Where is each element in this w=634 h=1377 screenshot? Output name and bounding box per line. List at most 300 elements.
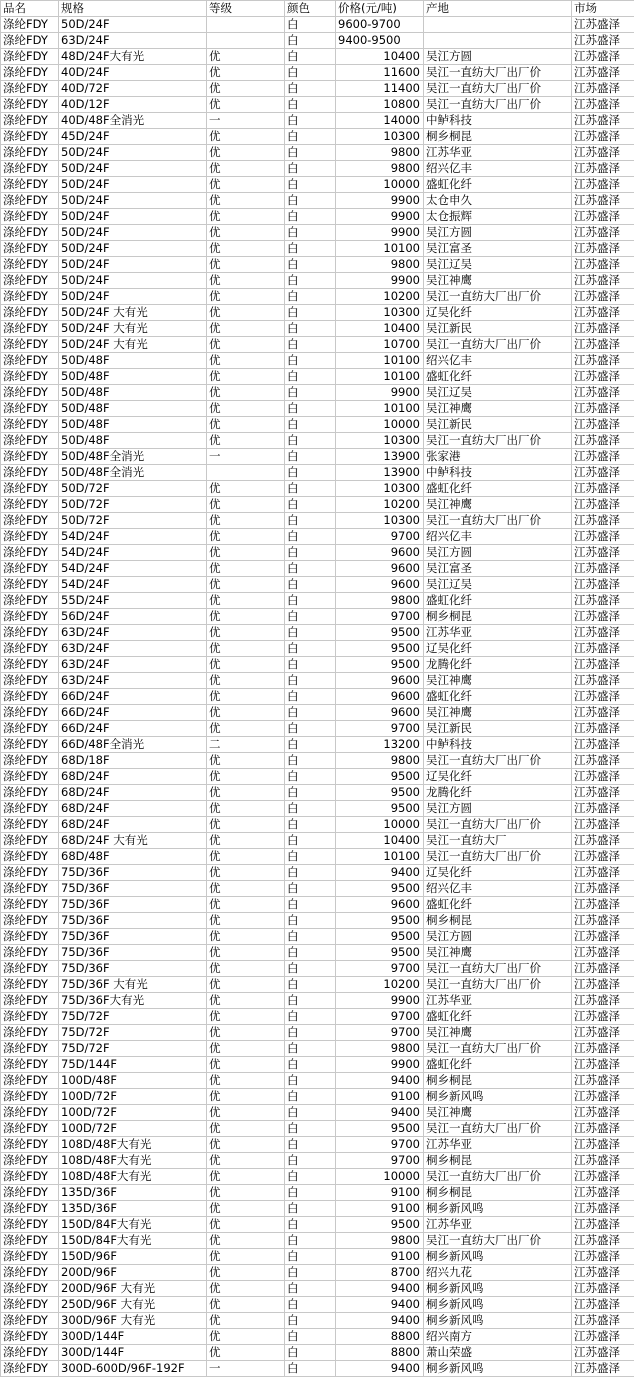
cell-color[interactable]: 白: [285, 913, 336, 929]
cell-price[interactable]: 8800: [336, 1329, 424, 1345]
cell-color[interactable]: 白: [285, 209, 336, 225]
cell-product-name[interactable]: 涤纶FDY: [1, 737, 59, 753]
cell-price[interactable]: 9400: [336, 865, 424, 881]
cell-market[interactable]: 江苏盛泽: [572, 289, 634, 305]
cell-color[interactable]: 白: [285, 1025, 336, 1041]
cell-color[interactable]: 白: [285, 1313, 336, 1329]
cell-color[interactable]: 白: [285, 289, 336, 305]
cell-spec[interactable]: 66D/48F全消光: [59, 737, 207, 753]
cell-origin[interactable]: 吴江神鹰: [424, 705, 572, 721]
cell-color[interactable]: 白: [285, 609, 336, 625]
cell-grade[interactable]: 优: [207, 305, 285, 321]
cell-spec[interactable]: 50D/24F: [59, 161, 207, 177]
cell-color[interactable]: 白: [285, 1297, 336, 1313]
cell-grade[interactable]: 优: [207, 545, 285, 561]
cell-grade[interactable]: 优: [207, 721, 285, 737]
cell-origin[interactable]: 辽吴化纤: [424, 305, 572, 321]
cell-spec[interactable]: 50D/48F: [59, 433, 207, 449]
cell-spec[interactable]: 108D/48F大有光: [59, 1169, 207, 1185]
cell-market[interactable]: 江苏盛泽: [572, 545, 634, 561]
cell-price[interactable]: 10300: [336, 481, 424, 497]
cell-color[interactable]: 白: [285, 1057, 336, 1073]
cell-color[interactable]: 白: [285, 161, 336, 177]
cell-grade[interactable]: [207, 17, 285, 33]
cell-product-name[interactable]: 涤纶FDY: [1, 529, 59, 545]
cell-market[interactable]: 江苏盛泽: [572, 113, 634, 129]
cell-color[interactable]: 白: [285, 833, 336, 849]
cell-origin[interactable]: 辽吴化纤: [424, 865, 572, 881]
cell-color[interactable]: 白: [285, 769, 336, 785]
cell-price[interactable]: 9600: [336, 705, 424, 721]
cell-product-name[interactable]: 涤纶FDY: [1, 769, 59, 785]
cell-color[interactable]: 白: [285, 257, 336, 273]
cell-product-name[interactable]: 涤纶FDY: [1, 1313, 59, 1329]
cell-market[interactable]: 江苏盛泽: [572, 769, 634, 785]
cell-product-name[interactable]: 涤纶FDY: [1, 113, 59, 129]
cell-price[interactable]: 9700: [336, 961, 424, 977]
cell-market[interactable]: 江苏盛泽: [572, 865, 634, 881]
cell-product-name[interactable]: 涤纶FDY: [1, 33, 59, 49]
cell-price[interactable]: 9500: [336, 657, 424, 673]
cell-origin[interactable]: 桐乡新风鸣: [424, 1249, 572, 1265]
cell-market[interactable]: 江苏盛泽: [572, 417, 634, 433]
cell-grade[interactable]: 优: [207, 369, 285, 385]
cell-grade[interactable]: 优: [207, 225, 285, 241]
cell-price[interactable]: 8700: [336, 1265, 424, 1281]
cell-origin[interactable]: 辽吴化纤: [424, 641, 572, 657]
cell-price[interactable]: 9900: [336, 993, 424, 1009]
cell-color[interactable]: 白: [285, 961, 336, 977]
cell-price[interactable]: 10100: [336, 353, 424, 369]
cell-price[interactable]: 9700: [336, 1137, 424, 1153]
cell-market[interactable]: 江苏盛泽: [572, 209, 634, 225]
cell-price[interactable]: 10100: [336, 401, 424, 417]
cell-market[interactable]: 江苏盛泽: [572, 1105, 634, 1121]
cell-color[interactable]: 白: [285, 737, 336, 753]
cell-color[interactable]: 白: [285, 241, 336, 257]
cell-grade[interactable]: 优: [207, 1153, 285, 1169]
cell-color[interactable]: 白: [285, 1105, 336, 1121]
cell-color[interactable]: 白: [285, 1153, 336, 1169]
cell-color[interactable]: 白: [285, 65, 336, 81]
cell-color[interactable]: 白: [285, 625, 336, 641]
cell-color[interactable]: 白: [285, 1169, 336, 1185]
cell-grade[interactable]: 优: [207, 673, 285, 689]
cell-spec[interactable]: 68D/24F: [59, 785, 207, 801]
cell-price[interactable]: 9700: [336, 609, 424, 625]
cell-grade[interactable]: 优: [207, 929, 285, 945]
cell-product-name[interactable]: 涤纶FDY: [1, 481, 59, 497]
cell-product-name[interactable]: 涤纶FDY: [1, 833, 59, 849]
cell-origin[interactable]: 中鲈科技: [424, 465, 572, 481]
cell-spec[interactable]: 300D/96F 大有光: [59, 1313, 207, 1329]
header-market[interactable]: 市场: [572, 1, 634, 17]
cell-product-name[interactable]: 涤纶FDY: [1, 577, 59, 593]
cell-market[interactable]: 江苏盛泽: [572, 33, 634, 49]
cell-spec[interactable]: 50D/24F: [59, 17, 207, 33]
cell-market[interactable]: 江苏盛泽: [572, 1169, 634, 1185]
cell-grade[interactable]: [207, 465, 285, 481]
cell-price[interactable]: 13200: [336, 737, 424, 753]
cell-color[interactable]: 白: [285, 1233, 336, 1249]
cell-market[interactable]: 江苏盛泽: [572, 513, 634, 529]
cell-origin[interactable]: 桐乡桐昆: [424, 609, 572, 625]
cell-price[interactable]: 10400: [336, 49, 424, 65]
cell-product-name[interactable]: 涤纶FDY: [1, 1009, 59, 1025]
cell-grade[interactable]: 优: [207, 81, 285, 97]
cell-grade[interactable]: 优: [207, 785, 285, 801]
cell-grade[interactable]: 优: [207, 1313, 285, 1329]
cell-origin[interactable]: 盛虹化纤: [424, 369, 572, 385]
cell-grade[interactable]: 优: [207, 945, 285, 961]
cell-color[interactable]: 白: [285, 305, 336, 321]
cell-market[interactable]: 江苏盛泽: [572, 929, 634, 945]
cell-origin[interactable]: 吴江辽吴: [424, 385, 572, 401]
cell-spec[interactable]: 100D/72F: [59, 1089, 207, 1105]
cell-market[interactable]: 江苏盛泽: [572, 129, 634, 145]
cell-origin[interactable]: 盛虹化纤: [424, 897, 572, 913]
cell-spec[interactable]: 54D/24F: [59, 577, 207, 593]
cell-price[interactable]: 9800: [336, 753, 424, 769]
cell-price[interactable]: 10100: [336, 849, 424, 865]
cell-market[interactable]: 江苏盛泽: [572, 881, 634, 897]
cell-spec[interactable]: 75D/36F: [59, 897, 207, 913]
cell-spec[interactable]: 54D/24F: [59, 545, 207, 561]
cell-origin[interactable]: 桐乡新风鸣: [424, 1201, 572, 1217]
cell-market[interactable]: 江苏盛泽: [572, 145, 634, 161]
cell-price[interactable]: 10000: [336, 417, 424, 433]
cell-color[interactable]: 白: [285, 881, 336, 897]
cell-spec[interactable]: 50D/24F: [59, 257, 207, 273]
cell-product-name[interactable]: 涤纶FDY: [1, 1057, 59, 1073]
cell-market[interactable]: 江苏盛泽: [572, 465, 634, 481]
cell-spec[interactable]: 300D-600D/96F-192F: [59, 1361, 207, 1377]
cell-spec[interactable]: 75D/72F: [59, 1009, 207, 1025]
cell-color[interactable]: 白: [285, 977, 336, 993]
cell-spec[interactable]: 50D/48F: [59, 417, 207, 433]
cell-market[interactable]: 江苏盛泽: [572, 1089, 634, 1105]
cell-color[interactable]: 白: [285, 497, 336, 513]
cell-product-name[interactable]: 涤纶FDY: [1, 897, 59, 913]
cell-product-name[interactable]: 涤纶FDY: [1, 401, 59, 417]
cell-market[interactable]: 江苏盛泽: [572, 385, 634, 401]
cell-price[interactable]: 9400: [336, 1281, 424, 1297]
cell-spec[interactable]: 48D/24F大有光: [59, 49, 207, 65]
header-product-name[interactable]: 品名: [1, 1, 59, 17]
cell-origin[interactable]: 吴江一直纺大厂出厂价: [424, 977, 572, 993]
cell-origin[interactable]: 桐乡新风鸣: [424, 1281, 572, 1297]
cell-grade[interactable]: 优: [207, 801, 285, 817]
cell-product-name[interactable]: 涤纶FDY: [1, 657, 59, 673]
cell-market[interactable]: 江苏盛泽: [572, 1057, 634, 1073]
cell-product-name[interactable]: 涤纶FDY: [1, 337, 59, 353]
cell-product-name[interactable]: 涤纶FDY: [1, 1025, 59, 1041]
cell-origin[interactable]: 吴江一直纺大厂出厂价: [424, 961, 572, 977]
cell-market[interactable]: 江苏盛泽: [572, 401, 634, 417]
cell-market[interactable]: 江苏盛泽: [572, 97, 634, 113]
cell-origin[interactable]: 盛虹化纤: [424, 1057, 572, 1073]
cell-color[interactable]: 白: [285, 401, 336, 417]
cell-spec[interactable]: 66D/24F: [59, 689, 207, 705]
cell-product-name[interactable]: 涤纶FDY: [1, 209, 59, 225]
cell-origin[interactable]: 太仓申久: [424, 193, 572, 209]
cell-price[interactable]: 9900: [336, 1057, 424, 1073]
cell-spec[interactable]: 75D/36F: [59, 945, 207, 961]
cell-color[interactable]: 白: [285, 593, 336, 609]
cell-spec[interactable]: 40D/48F全消光: [59, 113, 207, 129]
cell-price[interactable]: 10300: [336, 433, 424, 449]
cell-spec[interactable]: 50D/24F: [59, 145, 207, 161]
cell-market[interactable]: 江苏盛泽: [572, 1009, 634, 1025]
cell-price[interactable]: 9800: [336, 1233, 424, 1249]
cell-market[interactable]: 江苏盛泽: [572, 1249, 634, 1265]
cell-grade[interactable]: 优: [207, 161, 285, 177]
cell-grade[interactable]: 优: [207, 433, 285, 449]
cell-price[interactable]: 9500: [336, 881, 424, 897]
cell-market[interactable]: 江苏盛泽: [572, 1121, 634, 1137]
cell-grade[interactable]: 优: [207, 1233, 285, 1249]
cell-spec[interactable]: 108D/48F大有光: [59, 1153, 207, 1169]
cell-market[interactable]: 江苏盛泽: [572, 849, 634, 865]
cell-spec[interactable]: 54D/24F: [59, 529, 207, 545]
cell-origin[interactable]: 吴江一直纺大厂出厂价: [424, 337, 572, 353]
cell-spec[interactable]: 150D/84F大有光: [59, 1233, 207, 1249]
cell-origin[interactable]: 吴江方圆: [424, 929, 572, 945]
cell-market[interactable]: 江苏盛泽: [572, 657, 634, 673]
cell-color[interactable]: 白: [285, 545, 336, 561]
cell-origin[interactable]: 桐乡桐昆: [424, 129, 572, 145]
cell-origin[interactable]: 吴江一直纺大厂出厂价: [424, 65, 572, 81]
cell-grade[interactable]: 优: [207, 1249, 285, 1265]
cell-origin[interactable]: 桐乡桐昆: [424, 1153, 572, 1169]
cell-color[interactable]: 白: [285, 17, 336, 33]
cell-spec[interactable]: 50D/24F: [59, 241, 207, 257]
cell-grade[interactable]: 优: [207, 177, 285, 193]
cell-color[interactable]: 白: [285, 321, 336, 337]
cell-market[interactable]: 江苏盛泽: [572, 449, 634, 465]
cell-grade[interactable]: 优: [207, 865, 285, 881]
cell-grade[interactable]: 优: [207, 625, 285, 641]
cell-market[interactable]: 江苏盛泽: [572, 1265, 634, 1281]
cell-color[interactable]: 白: [285, 1281, 336, 1297]
cell-origin[interactable]: 吴江神鹰: [424, 497, 572, 513]
cell-origin[interactable]: 中鲈科技: [424, 737, 572, 753]
cell-color[interactable]: 白: [285, 929, 336, 945]
cell-product-name[interactable]: 涤纶FDY: [1, 161, 59, 177]
cell-color[interactable]: 白: [285, 1041, 336, 1057]
cell-price[interactable]: 9600: [336, 673, 424, 689]
cell-product-name[interactable]: 涤纶FDY: [1, 145, 59, 161]
cell-grade[interactable]: 优: [207, 753, 285, 769]
cell-grade[interactable]: 优: [207, 897, 285, 913]
cell-price[interactable]: 10300: [336, 305, 424, 321]
cell-origin[interactable]: 吴江神鹰: [424, 673, 572, 689]
cell-grade[interactable]: 优: [207, 1297, 285, 1313]
cell-market[interactable]: 江苏盛泽: [572, 161, 634, 177]
cell-grade[interactable]: 优: [207, 1217, 285, 1233]
cell-origin[interactable]: 吴江辽吴: [424, 257, 572, 273]
cell-spec[interactable]: 50D/24F 大有光: [59, 337, 207, 353]
cell-grade[interactable]: 优: [207, 1185, 285, 1201]
cell-origin[interactable]: 吴江一直纺大厂出厂价: [424, 289, 572, 305]
cell-market[interactable]: 江苏盛泽: [572, 689, 634, 705]
cell-product-name[interactable]: 涤纶FDY: [1, 417, 59, 433]
cell-color[interactable]: 白: [285, 225, 336, 241]
cell-spec[interactable]: 75D/36F: [59, 881, 207, 897]
cell-spec[interactable]: 135D/36F: [59, 1201, 207, 1217]
cell-origin[interactable]: 盛虹化纤: [424, 689, 572, 705]
cell-product-name[interactable]: 涤纶FDY: [1, 1281, 59, 1297]
cell-origin[interactable]: 吴江方圆: [424, 801, 572, 817]
cell-origin[interactable]: 吴江神鹰: [424, 945, 572, 961]
cell-product-name[interactable]: 涤纶FDY: [1, 1329, 59, 1345]
cell-origin[interactable]: 吴江一直纺大厂出厂价: [424, 849, 572, 865]
cell-price[interactable]: 9400: [336, 1313, 424, 1329]
cell-origin[interactable]: 江苏华亚: [424, 1217, 572, 1233]
cell-grade[interactable]: 优: [207, 353, 285, 369]
cell-spec[interactable]: 66D/24F: [59, 721, 207, 737]
cell-spec[interactable]: 55D/24F: [59, 593, 207, 609]
cell-origin[interactable]: 吴江富圣: [424, 241, 572, 257]
cell-market[interactable]: 江苏盛泽: [572, 817, 634, 833]
cell-product-name[interactable]: 涤纶FDY: [1, 929, 59, 945]
cell-market[interactable]: 江苏盛泽: [572, 369, 634, 385]
cell-market[interactable]: 江苏盛泽: [572, 257, 634, 273]
cell-grade[interactable]: 优: [207, 241, 285, 257]
cell-product-name[interactable]: 涤纶FDY: [1, 849, 59, 865]
cell-color[interactable]: 白: [285, 145, 336, 161]
cell-price[interactable]: 9100: [336, 1249, 424, 1265]
cell-price[interactable]: 9100: [336, 1201, 424, 1217]
cell-price[interactable]: 10200: [336, 497, 424, 513]
cell-price[interactable]: 10000: [336, 177, 424, 193]
cell-market[interactable]: 江苏盛泽: [572, 1073, 634, 1089]
cell-price[interactable]: 9400: [336, 1073, 424, 1089]
cell-spec[interactable]: 300D/144F: [59, 1329, 207, 1345]
cell-origin[interactable]: 吴江方圆: [424, 49, 572, 65]
cell-product-name[interactable]: 涤纶FDY: [1, 593, 59, 609]
cell-spec[interactable]: 63D/24F: [59, 673, 207, 689]
cell-spec[interactable]: 68D/24F: [59, 817, 207, 833]
cell-spec[interactable]: 75D/36F: [59, 865, 207, 881]
header-price[interactable]: 价格(元/吨): [336, 1, 424, 17]
cell-market[interactable]: 江苏盛泽: [572, 433, 634, 449]
cell-product-name[interactable]: 涤纶FDY: [1, 865, 59, 881]
cell-price[interactable]: 9800: [336, 145, 424, 161]
cell-spec[interactable]: 50D/48F: [59, 385, 207, 401]
cell-market[interactable]: 江苏盛泽: [572, 833, 634, 849]
cell-product-name[interactable]: 涤纶FDY: [1, 81, 59, 97]
cell-spec[interactable]: 54D/24F: [59, 561, 207, 577]
cell-product-name[interactable]: 涤纶FDY: [1, 1089, 59, 1105]
cell-origin[interactable]: 绍兴亿丰: [424, 529, 572, 545]
cell-spec[interactable]: 50D/24F: [59, 209, 207, 225]
cell-product-name[interactable]: 涤纶FDY: [1, 385, 59, 401]
cell-price[interactable]: 9500: [336, 641, 424, 657]
cell-spec[interactable]: 68D/24F: [59, 801, 207, 817]
cell-origin[interactable]: 江苏华亚: [424, 625, 572, 641]
cell-grade[interactable]: 二: [207, 737, 285, 753]
cell-origin[interactable]: 吴江神鹰: [424, 273, 572, 289]
cell-color[interactable]: 白: [285, 657, 336, 673]
cell-price[interactable]: 11600: [336, 65, 424, 81]
cell-color[interactable]: 白: [285, 801, 336, 817]
cell-grade[interactable]: 优: [207, 97, 285, 113]
cell-origin[interactable]: 吴江神鹰: [424, 401, 572, 417]
cell-product-name[interactable]: 涤纶FDY: [1, 97, 59, 113]
cell-price[interactable]: 10000: [336, 817, 424, 833]
cell-price[interactable]: 9800: [336, 593, 424, 609]
cell-grade[interactable]: 优: [207, 513, 285, 529]
cell-grade[interactable]: 优: [207, 593, 285, 609]
cell-color[interactable]: 白: [285, 849, 336, 865]
cell-spec[interactable]: 75D/36F: [59, 929, 207, 945]
cell-spec[interactable]: 150D/84F大有光: [59, 1217, 207, 1233]
cell-product-name[interactable]: 涤纶FDY: [1, 305, 59, 321]
cell-price[interactable]: 9600: [336, 545, 424, 561]
cell-product-name[interactable]: 涤纶FDY: [1, 801, 59, 817]
cell-origin[interactable]: 江苏华亚: [424, 145, 572, 161]
cell-color[interactable]: 白: [285, 1265, 336, 1281]
cell-spec[interactable]: 50D/48F: [59, 353, 207, 369]
cell-grade[interactable]: 优: [207, 881, 285, 897]
cell-product-name[interactable]: 涤纶FDY: [1, 129, 59, 145]
cell-product-name[interactable]: 涤纶FDY: [1, 65, 59, 81]
cell-spec[interactable]: 68D/48F: [59, 849, 207, 865]
cell-origin[interactable]: 吴江一直纺大厂出厂价: [424, 1121, 572, 1137]
cell-color[interactable]: 白: [285, 705, 336, 721]
cell-price[interactable]: 10400: [336, 321, 424, 337]
cell-market[interactable]: 江苏盛泽: [572, 529, 634, 545]
cell-origin[interactable]: 桐乡新风鸣: [424, 1313, 572, 1329]
cell-product-name[interactable]: 涤纶FDY: [1, 625, 59, 641]
cell-product-name[interactable]: 涤纶FDY: [1, 273, 59, 289]
cell-grade[interactable]: 优: [207, 689, 285, 705]
cell-grade[interactable]: 优: [207, 145, 285, 161]
cell-color[interactable]: 白: [285, 113, 336, 129]
cell-product-name[interactable]: 涤纶FDY: [1, 689, 59, 705]
cell-market[interactable]: 江苏盛泽: [572, 1201, 634, 1217]
cell-price[interactable]: 9600: [336, 897, 424, 913]
cell-grade[interactable]: 优: [207, 1105, 285, 1121]
cell-market[interactable]: 江苏盛泽: [572, 897, 634, 913]
cell-grade[interactable]: 优: [207, 1041, 285, 1057]
cell-color[interactable]: 白: [285, 1185, 336, 1201]
cell-market[interactable]: 江苏盛泽: [572, 737, 634, 753]
cell-market[interactable]: 江苏盛泽: [572, 17, 634, 33]
cell-grade[interactable]: 优: [207, 129, 285, 145]
cell-spec[interactable]: 68D/18F: [59, 753, 207, 769]
cell-origin[interactable]: 吴江一直纺大厂出厂价: [424, 817, 572, 833]
cell-origin[interactable]: 桐乡新风鸣: [424, 1361, 572, 1377]
cell-grade[interactable]: 优: [207, 289, 285, 305]
cell-spec[interactable]: 100D/48F: [59, 1073, 207, 1089]
cell-color[interactable]: 白: [285, 385, 336, 401]
cell-price[interactable]: 10800: [336, 97, 424, 113]
cell-product-name[interactable]: 涤纶FDY: [1, 913, 59, 929]
cell-color[interactable]: 白: [285, 1201, 336, 1217]
cell-spec[interactable]: 40D/12F: [59, 97, 207, 113]
cell-color[interactable]: 白: [285, 817, 336, 833]
cell-grade[interactable]: 优: [207, 49, 285, 65]
cell-price[interactable]: 10700: [336, 337, 424, 353]
cell-spec[interactable]: 40D/72F: [59, 81, 207, 97]
cell-spec[interactable]: 66D/24F: [59, 705, 207, 721]
cell-grade[interactable]: 优: [207, 209, 285, 225]
cell-product-name[interactable]: 涤纶FDY: [1, 961, 59, 977]
cell-spec[interactable]: 75D/72F: [59, 1041, 207, 1057]
cell-origin[interactable]: 吴江富圣: [424, 561, 572, 577]
